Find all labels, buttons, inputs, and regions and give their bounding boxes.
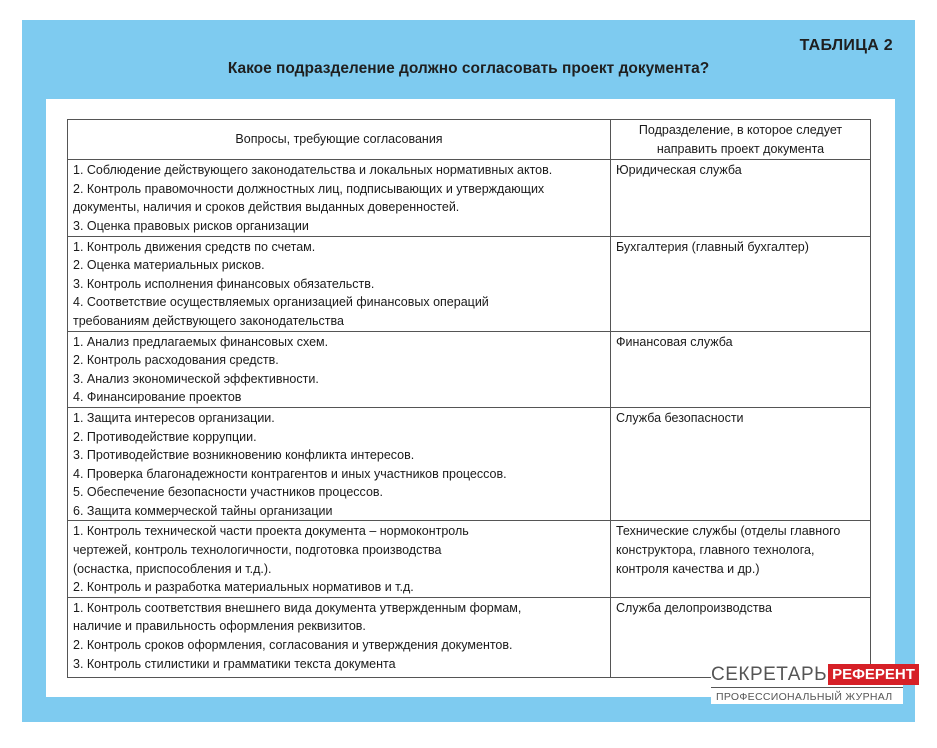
department-cell bbox=[611, 521, 871, 597]
table-panel bbox=[46, 99, 915, 703]
question-line: 2. Контроль расходования средств. bbox=[73, 353, 279, 368]
questions-cell bbox=[68, 521, 611, 597]
department-cell bbox=[611, 236, 871, 331]
department-line: Юридическая служба bbox=[616, 163, 742, 178]
question-line: 3. Противодействие возникновению конфликта интересов. bbox=[73, 448, 415, 463]
table-row bbox=[68, 160, 871, 236]
question-line: 1. Контроль соответствия внешнего вида документа утвержденным формам, bbox=[73, 600, 522, 615]
department-line: Служба безопасности bbox=[616, 410, 744, 425]
department-cell bbox=[611, 331, 871, 407]
department-line: конструктора, главного технолога, bbox=[616, 543, 815, 558]
table-number-label: ТАБЛИЦА 2 bbox=[799, 37, 893, 54]
question-line: 1. Защита интересов организации. bbox=[73, 410, 275, 425]
question-line: 2. Противодействие коррупции. bbox=[73, 429, 257, 444]
question-line: 1. Анализ предлагаемых финансовых схем. bbox=[73, 334, 329, 349]
logo-name: СЕКРЕТАРЬ bbox=[711, 664, 828, 685]
question-line: 2. Оценка материальных рисков. bbox=[73, 258, 265, 273]
logo-divider bbox=[711, 687, 903, 688]
question-line: 1. Контроль движения средств по счетам. bbox=[73, 239, 316, 254]
department-line: Финансовая служба bbox=[616, 334, 733, 349]
question-line: 2. Контроль сроков оформления, согласования и утверждения документов. bbox=[73, 638, 513, 653]
question-line: 4. Соответствие осуществляемых организацией финансовых операций bbox=[73, 295, 489, 310]
question-line: (оснастка, приспособления и т.д.). bbox=[73, 561, 272, 576]
question-line: 1. Контроль технической части проекта документа – нормоконтроль bbox=[73, 524, 469, 539]
question-line: 4. Финансирование проектов bbox=[73, 390, 242, 405]
questions-cell bbox=[68, 236, 611, 331]
department-line: Служба делопроизводства bbox=[616, 600, 773, 615]
question-line: наличие и правильность оформления реквизитов. bbox=[73, 619, 366, 634]
question-line: требованиям действующего законодательства bbox=[73, 313, 344, 328]
header-questions: Вопросы, требующие согласования bbox=[68, 120, 611, 160]
question-line: документы, наличия и сроков действия выданных доверенностей. bbox=[73, 200, 460, 215]
question-line: 3. Оценка правовых рисков организации bbox=[73, 218, 309, 233]
questions-cell bbox=[68, 407, 611, 521]
department-cell bbox=[611, 407, 871, 521]
department-line: Бухгалтерия (главный бухгалтер) bbox=[616, 239, 809, 254]
logo-wordmark bbox=[711, 664, 919, 685]
logo-subtitle: ПРОФЕССИОНАЛЬНЫЙ ЖУРНАЛ bbox=[716, 691, 893, 703]
header-department-line: Подразделение, в которое следует bbox=[638, 123, 843, 137]
table-header-row bbox=[68, 120, 871, 160]
question-line: 3. Анализ экономической эффективности. bbox=[73, 371, 319, 386]
question-line: 6. Защита коммерческой тайны организации bbox=[73, 503, 333, 518]
header-department bbox=[611, 120, 871, 160]
table-row bbox=[68, 236, 871, 331]
blue-frame bbox=[22, 20, 915, 722]
table-title: Какое подразделение должно согласовать проект документа? bbox=[227, 60, 710, 77]
questions-cell bbox=[68, 597, 611, 677]
question-line: 1. Соблюдение действующего законодательства и локальных нормативных актов. bbox=[73, 163, 553, 178]
question-line: 3. Контроль стилистики и грамматики текста документа bbox=[73, 656, 396, 671]
questions-cell bbox=[68, 331, 611, 407]
table-row bbox=[68, 407, 871, 521]
question-line: 3. Контроль исполнения финансовых обязательств. bbox=[73, 276, 375, 291]
header-department-line: направить проект документа bbox=[656, 141, 825, 156]
table-row bbox=[68, 331, 871, 407]
approval-table bbox=[67, 119, 871, 678]
department-line: Технические службы (отделы главного bbox=[616, 524, 841, 539]
table-row bbox=[68, 521, 871, 597]
question-line: 2. Контроль и разработка материальных нормативов и т.д. bbox=[73, 580, 414, 595]
question-line: чертежей, контроль технологичности, подготовка производства bbox=[73, 543, 442, 558]
magazine-logo bbox=[711, 664, 915, 704]
question-line: 2. Контроль правомочности должностных лиц, подписывающих и утверждающих bbox=[73, 181, 545, 196]
questions-cell bbox=[68, 160, 611, 236]
department-cell bbox=[611, 160, 871, 236]
logo-badge: РЕФЕРЕНТ bbox=[828, 664, 919, 685]
department-line: контроля качества и др.) bbox=[616, 561, 760, 576]
question-line: 4. Проверка благонадежности контрагентов и иных участников процессов. bbox=[73, 466, 507, 481]
question-line: 5. Обеспечение безопасности участников процессов. bbox=[73, 485, 384, 500]
